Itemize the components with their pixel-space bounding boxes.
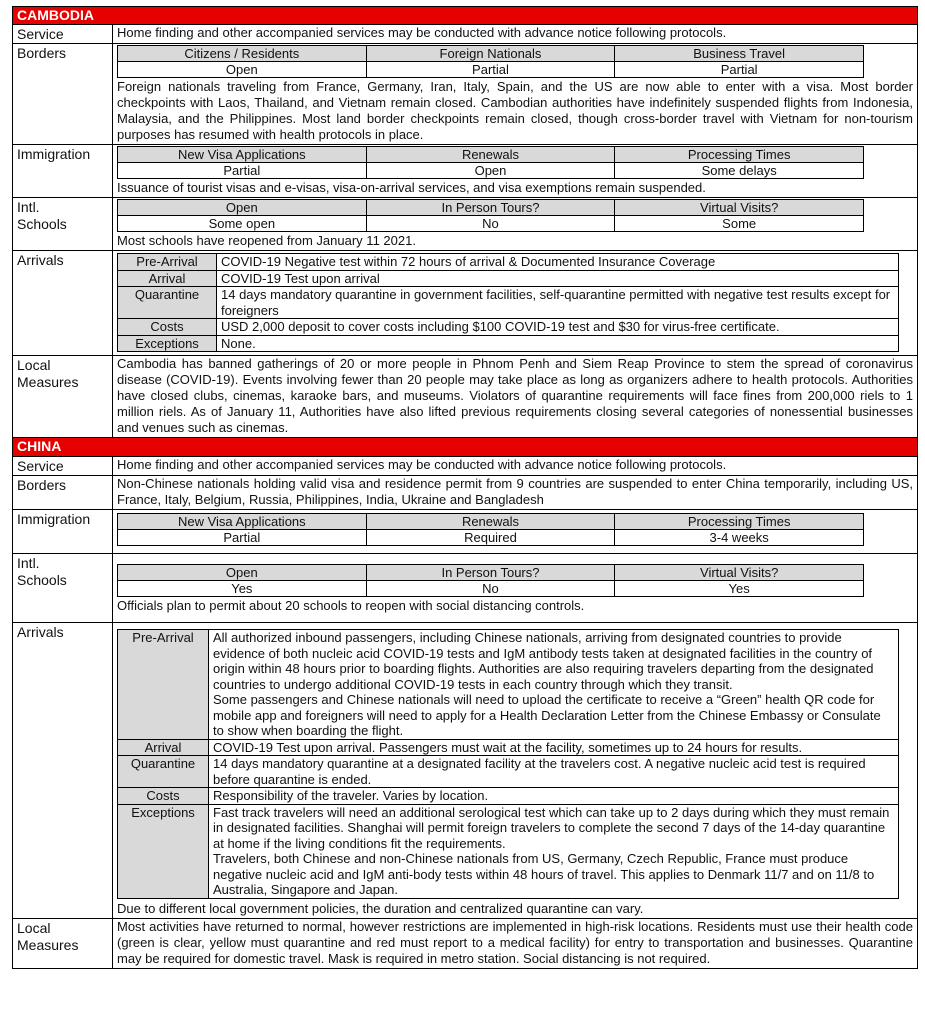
arrivals-value: COVID-19 Test upon arrival. Passengers must wait at the facility, sometimes up to 24 hours for results. [209, 739, 899, 756]
table-cell: Partial [118, 163, 367, 179]
china-header: CHINA [12, 438, 918, 457]
arrivals-value: 14 days mandatory quarantine at a designated facility at the travelers cost. A negative nucleic acid test is required before quarantine is ended. [209, 756, 899, 788]
travel-restrictions-document [12, 6, 918, 969]
table-cell: Open [118, 62, 367, 78]
table-cell: Some open [118, 216, 367, 232]
arrivals-key: Arrival [118, 739, 209, 756]
table-header: Virtual Visits? [615, 200, 864, 216]
row-label: Arrivals [13, 251, 113, 355]
schools-status-table [117, 564, 864, 597]
schools-text: Most schools have reopened from January 11 2021. [117, 233, 416, 248]
table-header: New Visa Applications [118, 514, 367, 530]
table-row [118, 630, 899, 740]
cambodia-immigration-row [12, 145, 918, 198]
table-row [118, 804, 899, 898]
table-cell: Yes [118, 581, 367, 597]
row-label: Immigration [13, 145, 113, 197]
arrivals-table [117, 253, 899, 352]
arrivals-key: Costs [118, 319, 217, 336]
row-label [13, 356, 113, 437]
row-label-line: Schools [17, 216, 67, 232]
arrivals-table [117, 629, 899, 899]
row-label: Borders [13, 44, 113, 144]
local-measures-text: Most activities have returned to normal, however restrictions are implemented in high-risk locations. Residents must use their health code (green is clear, yellow must quarantine and red must report to a medical facility) for entry to transportation and businesses. Quarantine may be required for domestic travel. Mask is required in metro station. Social distancing is not required. [117, 918, 913, 966]
borders-text: Non-Chinese nationals holding valid visa and residence permit from 9 countries are suspended to enter China temporarily, including US, France, Italy, Belgium, Russia, Philippines, India, Ukraine and Bangladesh [117, 476, 913, 507]
table-header: Open [118, 200, 367, 216]
table-row [118, 788, 899, 805]
table-cell: 3-4 weeks [615, 530, 864, 546]
schools-text: Officials plan to permit about 20 schools to reopen with social distancing controls. [117, 598, 585, 613]
table-header: Processing Times [615, 147, 864, 163]
service-text: Home finding and other accompanied services may be conducted with advance notice following protocols. [117, 25, 727, 40]
table-header: Open [118, 565, 367, 581]
row-label: Immigration [13, 510, 113, 553]
row-label-line: Local [17, 357, 51, 373]
immigration-status-table [117, 146, 864, 179]
row-label: Service [13, 457, 113, 475]
cambodia-borders-row [12, 44, 918, 145]
cambodia-arrivals-row [12, 251, 918, 356]
arrivals-value: Travelers, both Chinese and non-Chinese nationals from US, Germany, Czech Republic, France must produce negative nucleic acid and IgM anti-body tests within 48 hours of travel. This applies to Denmark 11/7 and on 11/8 to Australia, Singapore and Japan. [213, 851, 875, 897]
table-cell: Some delays [615, 163, 864, 179]
borders-status-table [117, 45, 864, 78]
table-cell: Some [615, 216, 864, 232]
table-row [118, 287, 899, 319]
table-row [118, 254, 899, 271]
arrivals-value: COVID-19 Negative test within 72 hours of arrival & Documented Insurance Coverage [217, 254, 899, 271]
cambodia-header: CAMBODIA [12, 6, 918, 25]
china-borders-row [12, 476, 918, 510]
table-header: Business Travel [615, 46, 864, 62]
table-cell: No [366, 581, 615, 597]
row-label-line: Intl. [17, 199, 40, 215]
table-header: Renewals [366, 147, 615, 163]
table-cell: Partial [366, 62, 615, 78]
arrivals-key: Exceptions [118, 335, 217, 352]
table-row [118, 756, 899, 788]
arrivals-key: Quarantine [118, 287, 217, 319]
table-cell: Yes [615, 581, 864, 597]
local-measures-text: Cambodia has banned gatherings of 20 or more people in Phnom Penh and Siem Reap Province to stem the spread of coronavirus disease (COVID-19). Events involving fewer than 20 people may take place as long as organizers adhere to health protocols. Authorities have closed clubs, cinemas, karaoke bars, and museums. Violators of quarantine requirements will face fines from 200,000 riels to 1 million riels. As of January 11, Authorities have also lifted previous requirements closing several categories of nonessential businesses and venues such as cinemas. [117, 356, 913, 435]
table-header: In Person Tours? [366, 200, 615, 216]
arrivals-key: Quarantine [118, 756, 209, 788]
row-label-line: Schools [17, 572, 67, 588]
arrivals-key: Exceptions [118, 804, 209, 898]
china-local-measures-row [12, 919, 918, 969]
arrivals-value: Some passengers and Chinese nationals will need to upload the certificate to receive a “Green” health QR code for mobile app and foreigners will need to apply for a Health Declaration Letter from the Chinese Embassy or Consulate to show when boarding the flight. [213, 692, 881, 738]
table-cell: Partial [118, 530, 367, 546]
table-header: Foreign Nationals [366, 46, 615, 62]
arrivals-value: 14 days mandatory quarantine in government facilities, self-quarantine permitted with negative test results except for foreigners [217, 287, 899, 319]
table-row [118, 270, 899, 287]
china-arrivals-row [12, 623, 918, 919]
arrivals-value: Fast track travelers will need an additional serological test which can take up to 2 days during which they must remain in designated facilities. Shanghai will permit foreign travelers to complete the second 7 days of the 14-day quarantine at home if the living conditions fit the requirements. [213, 804, 890, 851]
arrivals-note: Due to different local government policies, the duration and centralized quarantine can vary. [117, 900, 644, 916]
table-header: In Person Tours? [366, 565, 615, 581]
cambodia-schools-row [12, 198, 918, 251]
immigration-status-table [117, 513, 864, 546]
row-label-line: Measures [17, 374, 79, 390]
table-cell: Required [366, 530, 615, 546]
cambodia-service-row [12, 25, 918, 44]
arrivals-value: None. [217, 335, 899, 352]
arrivals-value: All authorized inbound passengers, including Chinese nationals, arriving from designated countries to provide evidence of both nucleic acid COVID-19 tests and IgM antibody tests taken at designated facilities in the country of origin within 48 hours prior to boarding flights. Authorities are also requiring travelers departing from the designated countries to undergo additional COVID-19 tests in each country through which they transit. [213, 630, 874, 692]
table-header: Citizens / Residents [118, 46, 367, 62]
arrivals-key: Costs [118, 788, 209, 805]
china-service-row [12, 457, 918, 476]
china-schools-row [12, 554, 918, 623]
table-cell: No [366, 216, 615, 232]
table-row [118, 739, 899, 756]
row-label-line: Intl. [17, 555, 40, 571]
row-label-line: Measures [17, 936, 79, 953]
arrivals-value: Responsibility of the traveler. Varies by location. [209, 788, 899, 805]
arrivals-value: USD 2,000 deposit to cover costs including $100 COVID-19 test and $30 for virus-free certificate. [217, 319, 899, 336]
immigration-text: Issuance of tourist visas and e-visas, visa-on-arrival services, and visa exemptions remain suspended. [117, 180, 706, 195]
arrivals-key: Pre-Arrival [118, 254, 217, 271]
row-label: Borders [13, 476, 113, 509]
row-label: Arrivals [13, 623, 113, 918]
china-immigration-row [12, 510, 918, 554]
arrivals-value: COVID-19 Test upon arrival [217, 270, 899, 287]
row-label [13, 919, 113, 968]
table-header: New Visa Applications [118, 147, 367, 163]
table-row [118, 319, 899, 336]
row-label [13, 198, 113, 250]
table-cell: Partial [615, 62, 864, 78]
table-header: Virtual Visits? [615, 565, 864, 581]
arrivals-key: Pre-Arrival [118, 630, 209, 740]
cambodia-local-measures-row [12, 356, 918, 438]
service-text: Home finding and other accompanied services may be conducted with advance notice following protocols. [117, 457, 727, 472]
table-row [118, 335, 899, 352]
table-header: Processing Times [615, 514, 864, 530]
row-label [13, 554, 113, 622]
table-cell: Open [366, 163, 615, 179]
borders-text: Foreign nationals traveling from France, Germany, Iran, Italy, Spain, and the US are now able to enter with a visa. Most border checkpoints with Laos, Thailand, and Vietnam remain closed. Cambodian authorities have indefinitely suspended flights from Indonesia, Malaysia, and the Philippines. Most land border checkpoints remain closed, though cross-border travel with Vietnam for non-tourism purposes has resumed with health protocols in place. [117, 79, 913, 142]
row-label-line: Local [17, 919, 51, 936]
row-label: Service [13, 25, 113, 43]
table-header: Renewals [366, 514, 615, 530]
schools-status-table [117, 199, 864, 232]
arrivals-key: Arrival [118, 270, 217, 287]
